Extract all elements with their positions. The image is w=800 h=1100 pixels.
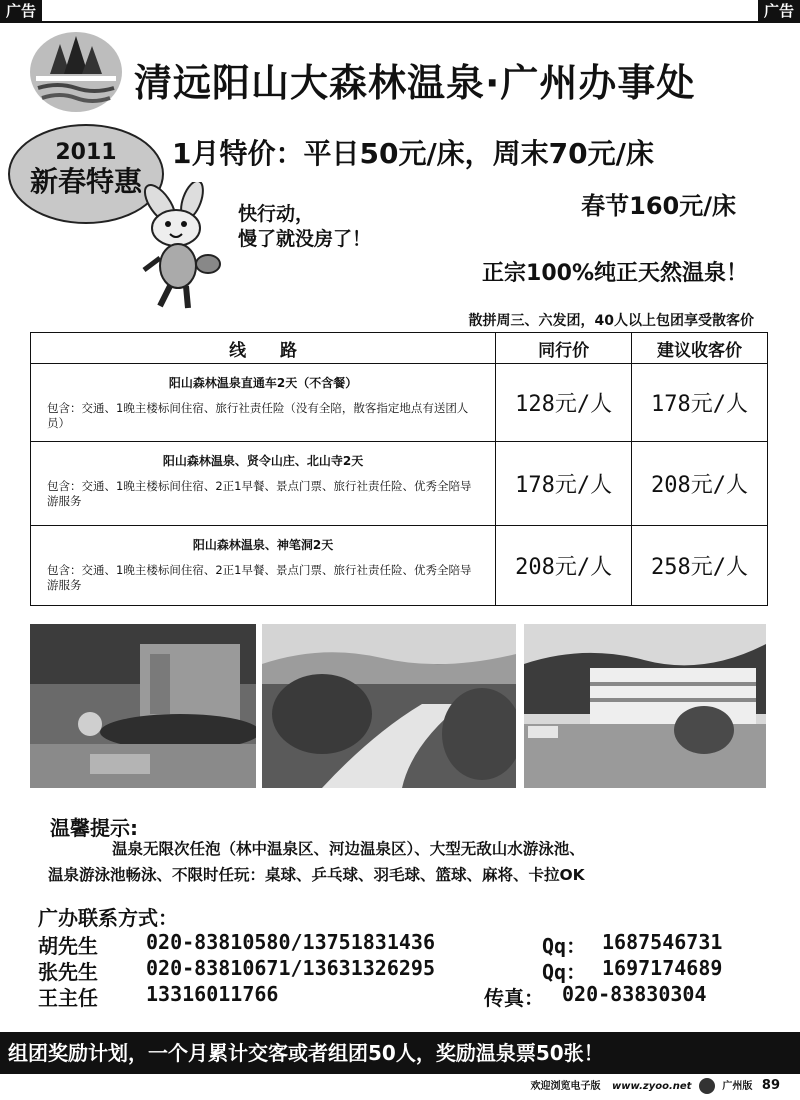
route-cell bbox=[31, 364, 496, 442]
contact-extra-label: 传真： bbox=[484, 986, 544, 1010]
retail-price: 178元/人 bbox=[632, 364, 768, 442]
contact-phone: 020-83810671/13631326295 bbox=[146, 956, 435, 980]
ad-tag-right: 广告 bbox=[758, 0, 800, 22]
tips-line-2: 温泉游泳池畅泳、不限时任玩：桌球、乒乓球、羽毛球、篮球、麻将、卡拉OK bbox=[48, 866, 585, 884]
contact-extra: 1687546731 bbox=[602, 930, 723, 954]
ad-tag-left: 广告 bbox=[0, 0, 42, 22]
hurry-line-1: 快行动， bbox=[238, 203, 315, 225]
table-row bbox=[31, 442, 768, 526]
table-row bbox=[31, 526, 768, 606]
contact-name: 张先生 bbox=[38, 960, 98, 984]
footer-edition: 广州版 bbox=[722, 1081, 753, 1092]
page-footer bbox=[531, 1077, 780, 1094]
photo-river-valley bbox=[262, 624, 516, 788]
hurry-slogan bbox=[238, 202, 371, 252]
tips-line-1: 温泉无限次任泡（林中温泉区、河边温泉区）、大型无敌山水游泳池、 bbox=[112, 840, 585, 858]
tips-heading: 温馨提示: bbox=[50, 816, 138, 840]
badge-year: 2011 bbox=[55, 140, 117, 165]
publisher-logo-icon bbox=[699, 1078, 715, 1094]
genuine-hot-spring-slogan: 正宗100%纯正天然温泉！ bbox=[482, 261, 748, 286]
contact-heading: 广办联系方式： bbox=[38, 906, 178, 930]
resort-logo bbox=[28, 30, 124, 114]
contact-name: 王主任 bbox=[38, 986, 98, 1010]
retail-price: 208元/人 bbox=[632, 442, 768, 526]
spring-festival-price: 春节160元/床 bbox=[581, 192, 736, 220]
contact-section bbox=[38, 902, 723, 1010]
route-includes: 包含：交通、1晚主楼标间住宿、2正1早餐、景点门票、旅行社责任险、优秀全陪导游服务 bbox=[47, 479, 472, 508]
top-rule bbox=[0, 21, 800, 23]
peer-price: 208元/人 bbox=[496, 526, 632, 606]
page-number: 89 bbox=[761, 1078, 780, 1093]
hurry-line-2: 慢了就没房了！ bbox=[238, 228, 372, 250]
contact-row bbox=[38, 982, 707, 1011]
route-cell bbox=[31, 442, 496, 526]
contact-phone: 020-83810580/13751831436 bbox=[146, 930, 435, 954]
header-route: 线 路 bbox=[31, 333, 496, 364]
peer-price: 128元/人 bbox=[496, 364, 632, 442]
contact-extra-label: Qq： bbox=[542, 934, 587, 958]
contact-extra-label: Qq： bbox=[542, 960, 587, 984]
retail-price: 258元/人 bbox=[632, 526, 768, 606]
contact-phone: 13316011766 bbox=[146, 982, 279, 1006]
route-includes: 包含：交通、1晚主楼标间住宿、2正1早餐、景点门票、旅行社责任险、优秀全陪导游服务 bbox=[47, 563, 472, 592]
route-name: 阳山森林温泉直通车2天（不含餐） bbox=[168, 376, 358, 390]
tips-body bbox=[48, 836, 768, 888]
january-special-price: 1月特价：平日50元/床，周末70元/床 bbox=[172, 137, 654, 170]
rabbit-mascot-icon bbox=[130, 182, 234, 314]
header-peer-price: 同行价 bbox=[496, 333, 632, 364]
route-price-table bbox=[30, 332, 768, 606]
route-cell bbox=[31, 526, 496, 606]
table-header-row bbox=[31, 333, 768, 364]
peer-price: 178元/人 bbox=[496, 442, 632, 526]
badge-text: 新春特惠 bbox=[29, 165, 142, 198]
route-name: 阳山森林温泉、神笔洞2天 bbox=[192, 538, 334, 552]
contact-row bbox=[38, 930, 723, 959]
footer-welcome: 欢迎浏览电子版 bbox=[530, 1081, 601, 1092]
footer-site[interactable]: www.zyoo.net bbox=[612, 1081, 692, 1092]
group-departure-note: 散拼周三、六发团，40人以上包团享受散客价 bbox=[468, 313, 754, 329]
contact-name: 胡先生 bbox=[38, 934, 98, 958]
header-retail-price: 建议收客价 bbox=[632, 333, 768, 364]
route-includes: 包含：交通、1晚主楼标间住宿、旅行社责任险（没有全陪，散客指定地点有送团人员） bbox=[47, 401, 469, 430]
route-name: 阳山森林温泉、贤令山庄、北山寺2天 bbox=[162, 454, 364, 468]
table-row bbox=[31, 364, 768, 442]
page-title: 清远阳山大森林温泉·广州办事处 bbox=[134, 61, 696, 105]
photo-resort-building bbox=[524, 624, 766, 788]
photo-rock-pool bbox=[30, 624, 256, 788]
contact-extra: 1697174689 bbox=[602, 956, 723, 980]
contact-row bbox=[38, 956, 723, 985]
contact-extra: 020-83830304 bbox=[562, 982, 707, 1006]
reward-banner: 组团奖励计划，一个月累计交客或者组团50人，奖励温泉票50张！ bbox=[0, 1032, 800, 1074]
